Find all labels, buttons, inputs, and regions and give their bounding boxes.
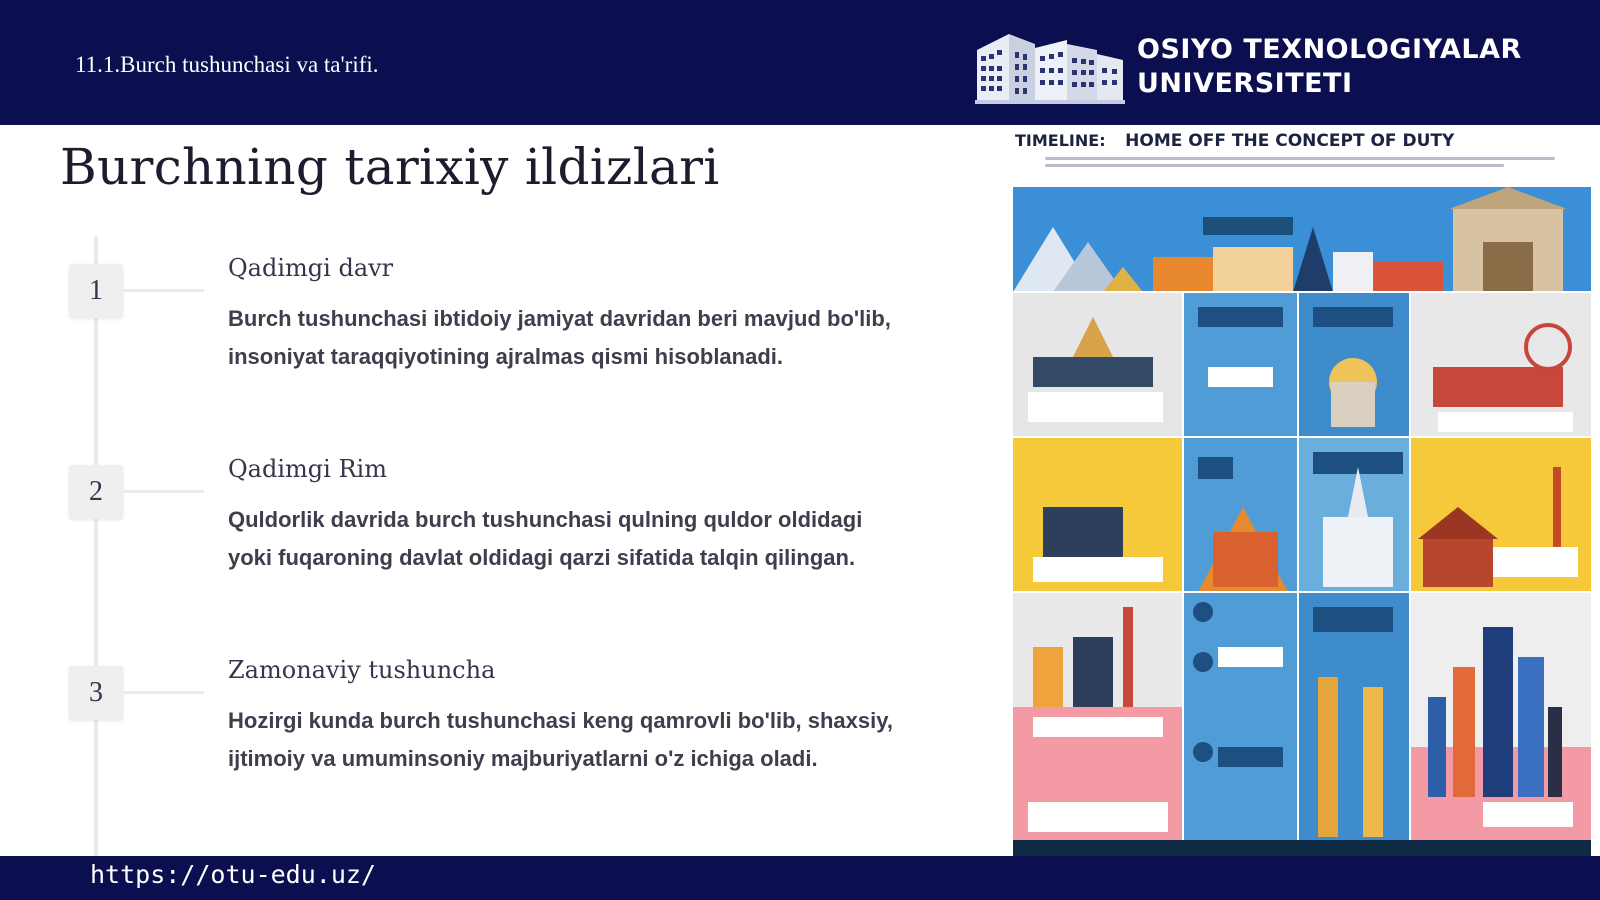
timeline-heading: Qadimgi Rim <box>228 455 387 483</box>
university-name-line2: UNIVERSITETI <box>1137 68 1353 99</box>
infographic-subtitle-lines <box>1045 157 1555 175</box>
timeline-number: 2 <box>69 465 123 519</box>
timeline-body: Burch tushunchasi ibtidoiy jamiyat davridan beri mavjud bo'lib, insoniyat taraqqiyotining ajralmas qismi hisoblanadi. <box>228 306 891 369</box>
timeline-connector <box>123 490 204 493</box>
timeline-number: 1 <box>69 264 123 318</box>
timeline-body: Hozirgi kunda burch tushunchasi keng qamrovli bo'lib, shaxsiy, ijtimoiy va umuminsoniy majburiyatlarni o'z ichiga oladi. <box>228 708 893 771</box>
slide-title: Burchning tarixiy ildizlari <box>60 138 720 196</box>
university-name <box>1137 33 1522 101</box>
timeline-connector <box>123 289 204 292</box>
university-building-logo <box>975 28 1125 104</box>
timeline-item <box>0 656 960 836</box>
infographic-footer-strip <box>1013 840 1591 856</box>
university-name-line1: OSIYO TEXNOLOGIYALAR <box>1137 34 1522 65</box>
duty-timeline-infographic <box>1005 125 1600 856</box>
website-url[interactable]: https://otu-edu.uz/ <box>90 860 376 889</box>
infographic-label: TIMELINE: <box>1015 131 1106 150</box>
infographic-title: HOME OFF THE CONCEPT OF DUTY <box>1125 131 1455 151</box>
timeline-item <box>0 455 960 635</box>
timeline-number: 3 <box>69 666 123 720</box>
header-bar <box>0 0 1600 125</box>
timeline-item <box>0 254 960 434</box>
timeline-connector <box>123 691 204 694</box>
footer-bar <box>0 856 1600 900</box>
timeline-heading: Zamonaviy tushuncha <box>228 656 496 684</box>
timeline-body: Quldorlik davrida burch tushunchasi qulning quldor oldidagi yoki fuqaroning davlat oldidagi qarzi sifatida talqin qilingan. <box>228 507 863 570</box>
timeline-heading: Qadimgi davr <box>228 254 394 282</box>
section-title: 11.1.Burch tushunchasi va ta'rifi. <box>75 52 379 77</box>
infographic-heading <box>1015 131 1454 151</box>
infographic-illustration <box>1013 187 1591 842</box>
